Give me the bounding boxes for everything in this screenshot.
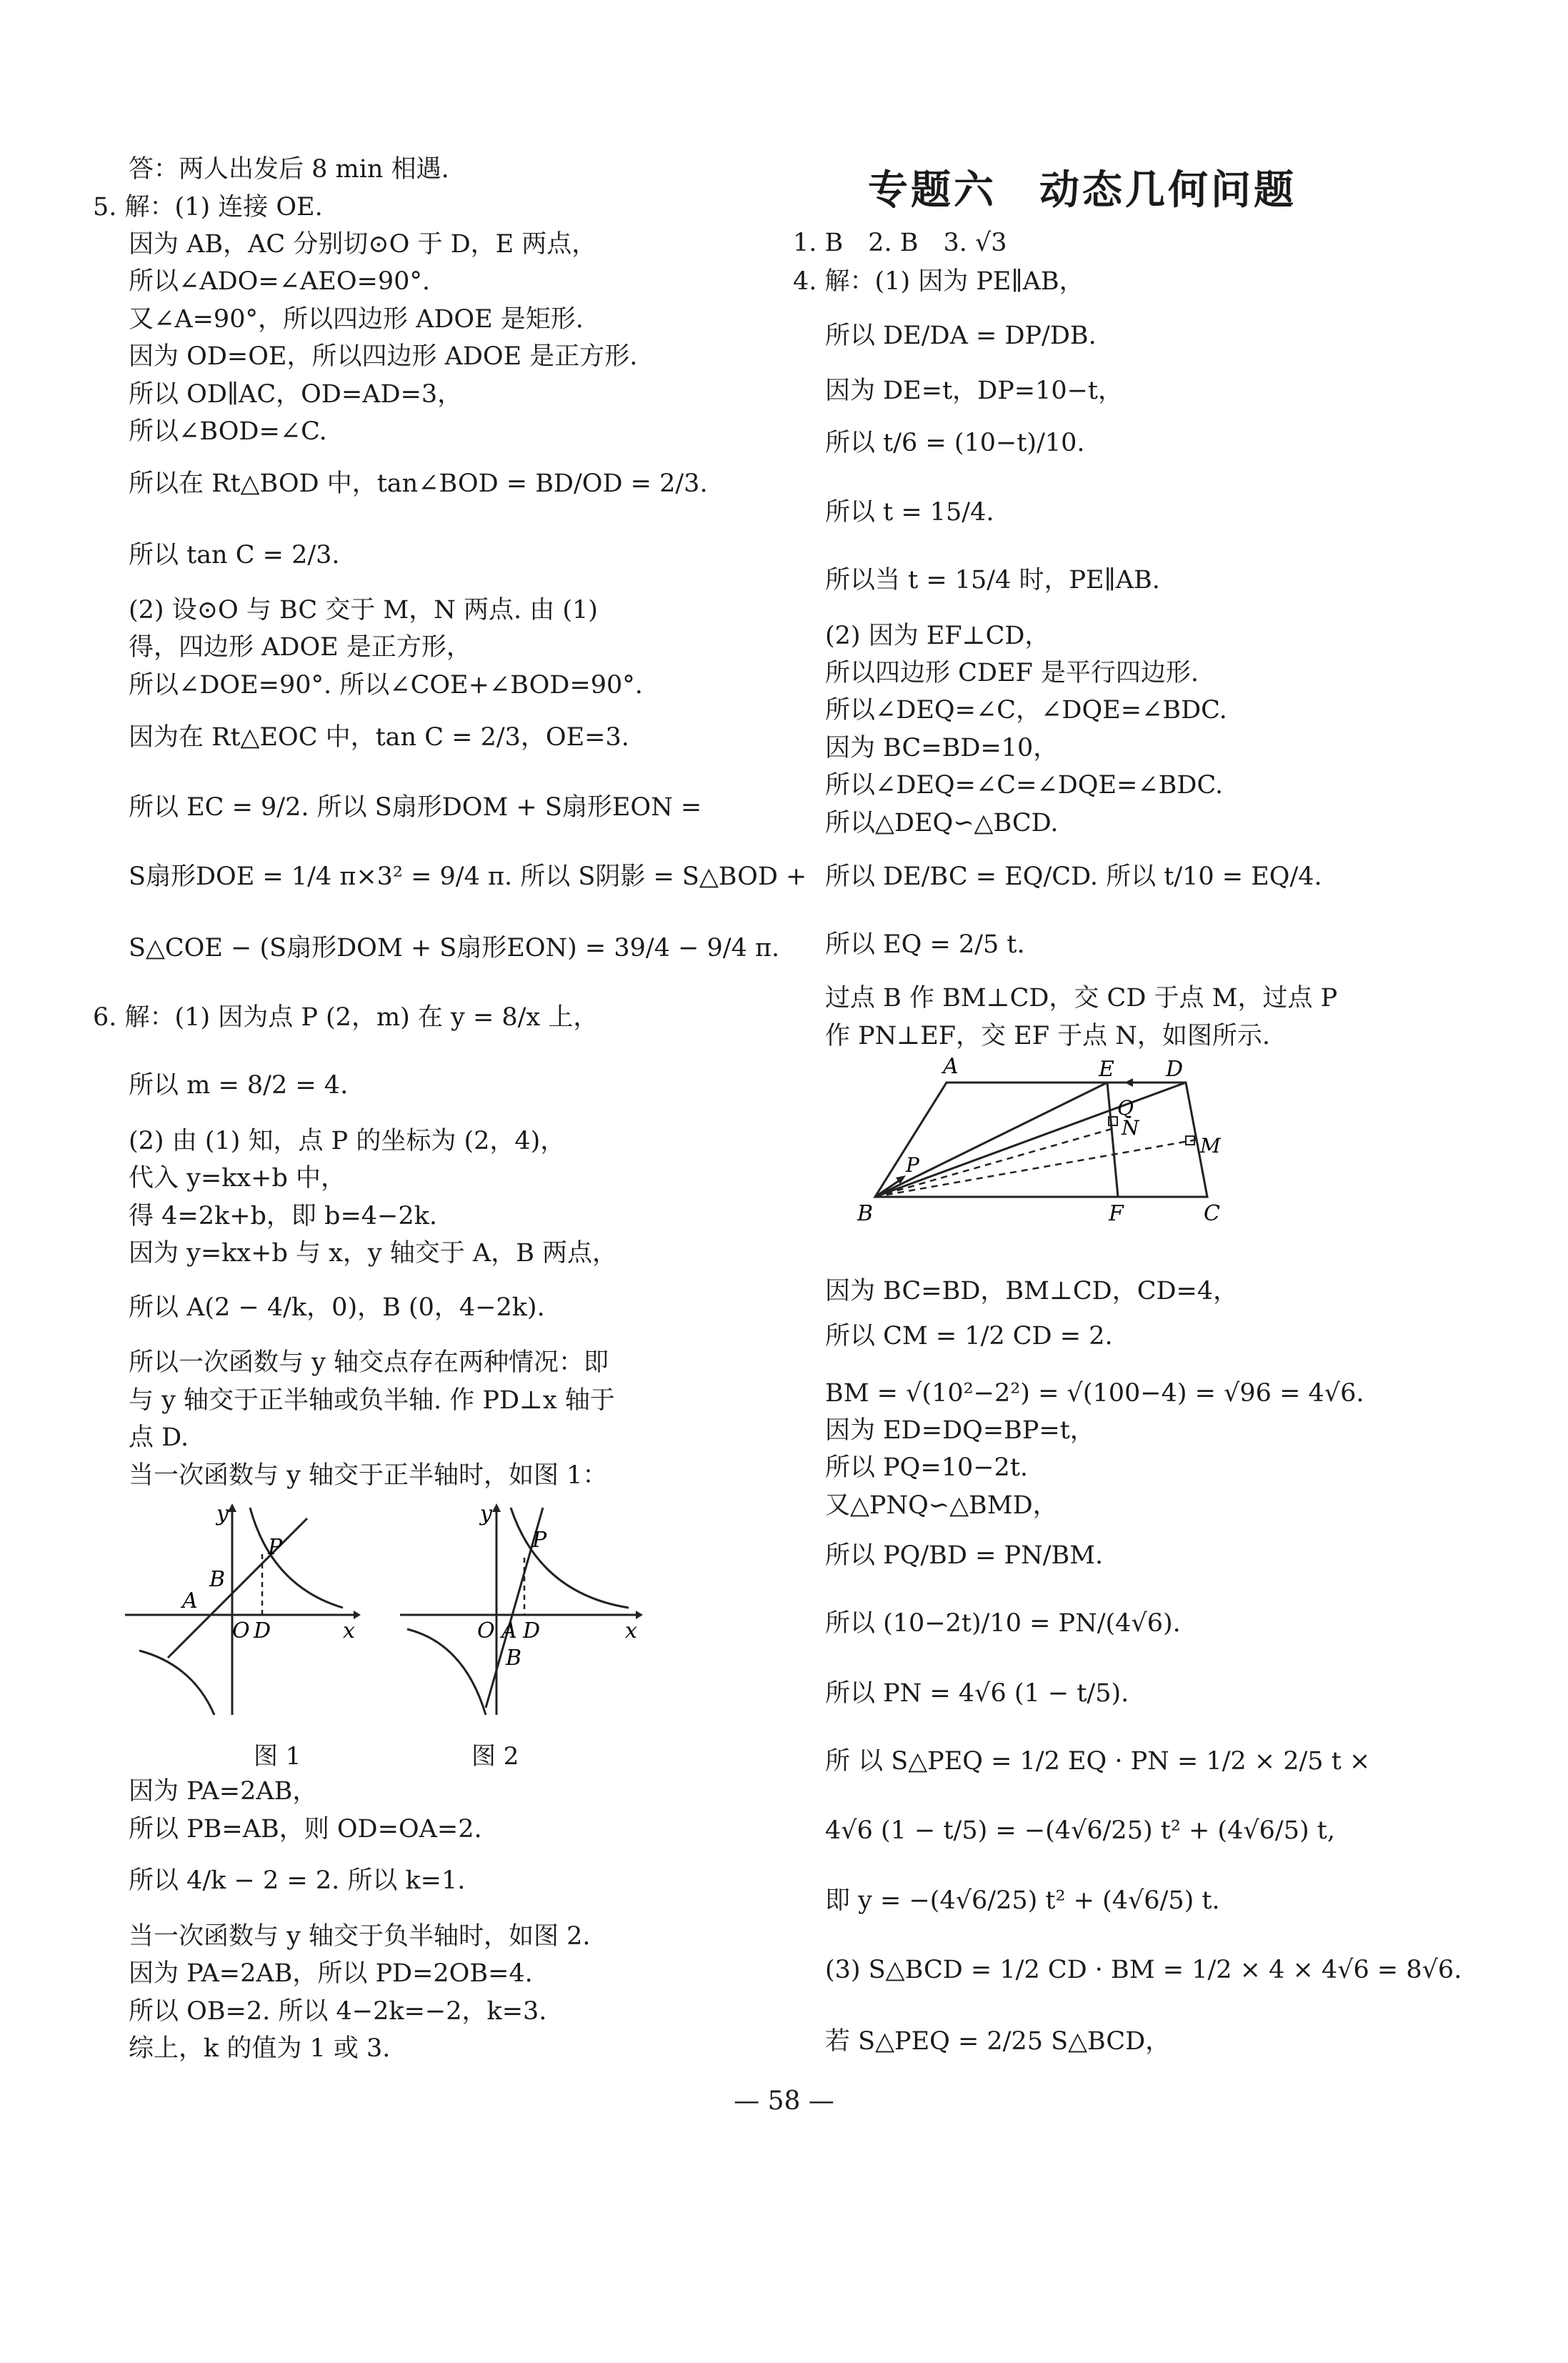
text-line: S扇形DOE = 1/4 π×3² = 9/4 π. 所以 S阴影 = S△BOD + xyxy=(129,862,807,891)
page-number: — 58 — xyxy=(734,2086,834,2116)
text-line: (2) 由 (1) 知，点 P 的坐标为 (2，4)， xyxy=(129,1127,566,1155)
text-line: 所以 CM = 1/2 CD = 2. xyxy=(825,1322,1113,1350)
text-line: (2) 因为 EF⊥CD， xyxy=(825,622,1050,650)
trapezoid-geometry-figure xyxy=(843,1058,1243,1236)
text-line: 所以 DE/DA = DP/DB. xyxy=(825,322,1097,350)
text-line: 所以△DEQ∽△BCD. xyxy=(825,809,1059,837)
figure-2-caption: 图 2 xyxy=(471,1742,519,1771)
geo-label: D xyxy=(1166,1058,1184,1082)
figure-1-caption: 图 1 xyxy=(254,1742,301,1771)
fig2-label: P xyxy=(532,1528,547,1553)
answers-line: 1. B 2. B 3. √3 xyxy=(793,229,1007,257)
text-line: 所以∠DEQ=∠C，∠DQE=∠BDC. xyxy=(825,696,1227,725)
text-line: 所以∠DEQ=∠C=∠DQE=∠BDC. xyxy=(825,771,1224,800)
text-line: 所以 PQ=10−2t. xyxy=(825,1453,1029,1482)
text-line: 过点 B 作 BM⊥CD，交 CD 于点 M，过点 P xyxy=(825,984,1338,1013)
answer-line: 答：两人出发后 8 min 相遇. xyxy=(129,155,449,184)
text-line: 所以 EQ = 2/5 t. xyxy=(825,930,1025,959)
fig1-label: x xyxy=(343,1618,355,1643)
text-line: 所以 t/6 = (10−t)/10. xyxy=(825,429,1085,457)
text-line: 即 y = −(4√6/25) t² + (4√6/5) t. xyxy=(825,1886,1220,1915)
text-line: 所以 DE/BC = EQ/CD. 所以 t/10 = EQ/4. xyxy=(825,862,1322,891)
text-line: 因为 ED=DQ=BP=t， xyxy=(825,1416,1095,1445)
geo-label: C xyxy=(1204,1201,1220,1226)
text-line: 所以∠BOD=∠C. xyxy=(129,417,327,446)
text-line: 因为 AB，AC 分别切⊙O 于 D，E 两点， xyxy=(129,230,597,259)
geo-label: M xyxy=(1200,1134,1221,1158)
text-line: 所以 A(2 − 4/k，0)，B (0，4−2k). xyxy=(129,1293,545,1322)
text-line: 又∠A=90°，所以四边形 ADOE 是矩形. xyxy=(129,305,584,334)
fig1-label: O xyxy=(232,1618,250,1643)
text-line: (2) 设⊙O 与 BC 交于 M，N 两点. 由 (1) xyxy=(129,596,598,625)
geo-label: A xyxy=(943,1058,959,1079)
function-graph-figure-2 xyxy=(400,1501,643,1722)
geo-label: Q xyxy=(1117,1096,1134,1120)
function-graph-figure-1 xyxy=(125,1501,361,1722)
text-line: S△COE − (S扇形DOM + S扇形EON) = 39/4 − 9/4 π. xyxy=(129,934,780,962)
text-line: 因为在 Rt△EOC 中，tan C = 2/3，OE=3. xyxy=(129,723,629,752)
problem-4-heading: 4. 解：(1) 因为 PE∥AB， xyxy=(793,267,1084,296)
text-line: 因为 OD=OE，所以四边形 ADOE 是正方形. xyxy=(129,342,638,371)
geo-label: N xyxy=(1122,1116,1139,1140)
text-line: 得，四边形 ADOE 是正方形， xyxy=(129,633,471,662)
text-line: (3) S△BCD = 1/2 CD · BM = 1/2 × 4 × 4√6 = 8√6. xyxy=(825,1956,1462,1984)
text-line: 综上，k 的值为 1 或 3. xyxy=(129,2034,391,2063)
fig1-label: P xyxy=(268,1535,283,1560)
text-line: 因为 y=kx+b 与 x，y 轴交于 A，B 两点， xyxy=(129,1239,618,1268)
text-line: 所以 tan C = 2/3. xyxy=(129,541,340,569)
text-line: 所以当 t = 15/4 时，PE∥AB. xyxy=(825,566,1160,595)
fig1-label: y xyxy=(216,1501,229,1526)
geo-label: P xyxy=(906,1153,919,1177)
text-line: 所以一次函数与 y 轴交点存在两种情况：即 xyxy=(129,1348,609,1377)
text-line: BM = √(10²−2²) = √(100−4) = √96 = 4√6. xyxy=(825,1379,1364,1408)
text-line: 所以 4/k − 2 = 2. 所以 k=1. xyxy=(129,1866,466,1895)
geo-label: E xyxy=(1099,1058,1114,1082)
fig2-label: O xyxy=(477,1618,495,1643)
text-line: 点 D. xyxy=(129,1423,189,1452)
text-line: 与 y 轴交于正半轴或负半轴. 作 PD⊥x 轴于 xyxy=(129,1386,615,1415)
text-line: 所以 OD∥AC，OD=AD=3， xyxy=(129,380,463,409)
fig2-label: y xyxy=(480,1501,492,1526)
text-line: 作 PN⊥EF，交 EF 于点 N，如图所示. xyxy=(825,1022,1271,1050)
text-line: 代入 y=kx+b 中， xyxy=(129,1164,346,1193)
text-line: 得 4=2k+b，即 b=4−2k. xyxy=(129,1202,437,1230)
fig2-label: B xyxy=(506,1646,522,1671)
text-line: 所以 PQ/BD = PN/BM. xyxy=(825,1541,1104,1570)
text-line: 因为 DE=t，DP=10−t， xyxy=(825,377,1123,405)
fig2-label: A xyxy=(501,1618,517,1643)
fig2-label: x xyxy=(625,1618,637,1643)
text-line: 所以 PN = 4√6 (1 − t/5). xyxy=(825,1679,1129,1708)
text-line: 当一次函数与 y 轴交于正半轴时，如图 1： xyxy=(129,1461,608,1490)
fig2-label: D xyxy=(523,1618,541,1643)
problem-6-heading: 6. 解：(1) 因为点 P (2，m) 在 y = 8/x 上， xyxy=(93,1003,599,1032)
text-line: 所以 m = 8/2 = 4. xyxy=(129,1071,349,1100)
geo-label: F xyxy=(1109,1201,1124,1226)
text-line: 4√6 (1 − t/5) = −(4√6/25) t² + (4√6/5) t, xyxy=(825,1816,1335,1845)
text-line: 所以 PB=AB，则 OD=OA=2. xyxy=(129,1815,482,1844)
text-line: 所以∠DOE=90°. 所以∠COE+∠BOD=90°. xyxy=(129,671,643,700)
text-line: 所以在 Rt△BOD 中，tan∠BOD = BD/OD = 2/3. xyxy=(129,469,708,498)
text-line: 所以 EC = 9/2. 所以 S扇形DOM + S扇形EON = xyxy=(129,793,702,822)
text-line: 当一次函数与 y 轴交于负半轴时，如图 2. xyxy=(129,1922,591,1951)
fig1-label: D xyxy=(254,1618,271,1643)
text-line: 所以 (10−2t)/10 = PN/(4√6). xyxy=(825,1609,1181,1638)
text-line: 所以 OB=2. 所以 4−2k=−2，k=3. xyxy=(129,1997,547,2026)
geo-label: B xyxy=(857,1201,874,1226)
text-line: 因为 PA=2AB， xyxy=(129,1777,318,1806)
text-line: 所以 t = 15/4. xyxy=(825,498,994,527)
text-line: 因为 BC=BD=10， xyxy=(825,734,1059,762)
fig1-label: B xyxy=(209,1567,226,1592)
text-line: 因为 BC=BD，BM⊥CD，CD=4， xyxy=(825,1277,1239,1305)
text-line: 因为 PA=2AB，所以 PD=2OB=4. xyxy=(129,1959,533,1988)
fig1-label: A xyxy=(182,1588,198,1613)
problem-5-heading: 5. 解：(1) 连接 OE. xyxy=(93,193,323,222)
text-line: 若 S△PEQ = 2/25 S△BCD， xyxy=(825,2027,1171,2056)
text-line: 所 以 S△PEQ = 1/2 EQ · PN = 1/2 × 2/5 t × xyxy=(825,1747,1371,1776)
section-title: 专题六 动态几何问题 xyxy=(868,166,1297,214)
text-line: 所以四边形 CDEF 是平行四边形. xyxy=(825,659,1199,687)
text-line: 所以∠ADO=∠AEO=90°. xyxy=(129,267,431,296)
text-line: 又△PNQ∽△BMD， xyxy=(825,1491,1058,1520)
